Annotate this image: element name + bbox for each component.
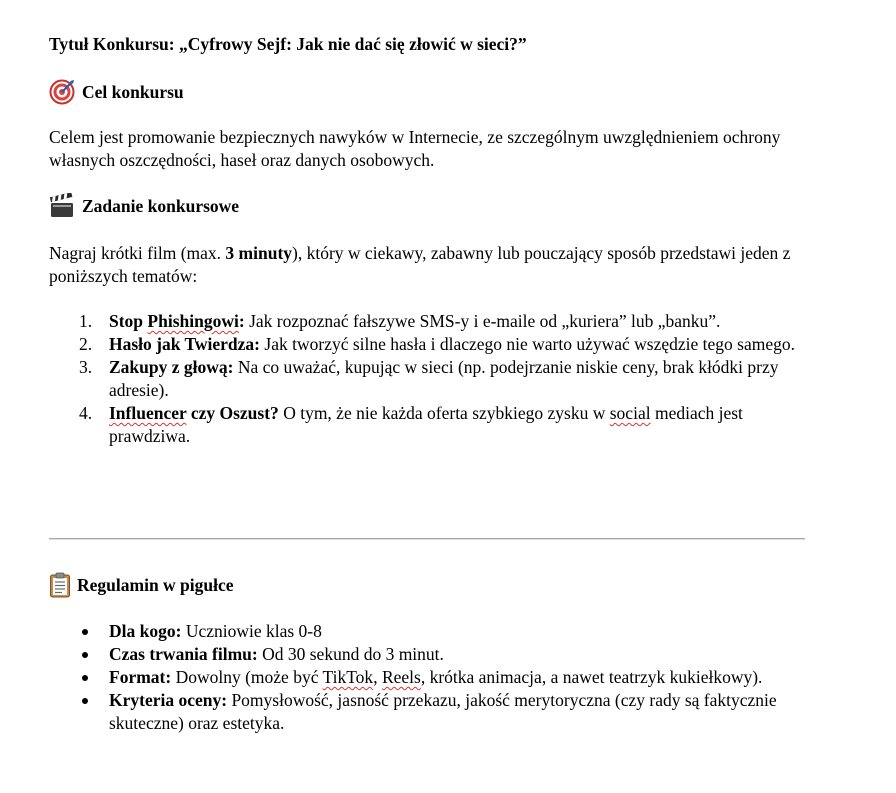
rule-label: Format: (109, 667, 172, 687)
rule-text: Pomysłowość, jasność przekazu, jakość merytoryczna (czy rady są faktycznie skuteczne) oraz estetyka. (109, 690, 777, 733)
list-item (49, 620, 809, 643)
bullet (82, 629, 88, 635)
spellcheck-word: Phishingowi (147, 311, 239, 331)
list-item (49, 356, 809, 402)
list-number: 1. (79, 311, 93, 331)
topic-label: Influencer czy Oszust? (109, 403, 279, 423)
rules-heading (49, 571, 809, 599)
target-icon (49, 79, 75, 105)
list-item (49, 689, 809, 735)
task-intro (49, 242, 809, 288)
list-number: 2. (79, 334, 93, 354)
task-heading-text: Zadanie konkursowe (82, 196, 240, 216)
rule-text: Od 30 sekund do 3 minut. (257, 644, 444, 664)
list-number: 3. (79, 357, 93, 377)
rule-label: Czas trwania filmu: (109, 644, 258, 664)
rule-label: Kryteria oceny: (109, 690, 228, 710)
topic-text: Jak rozpoznać fałszywe SMS-y i e-maile od „kuriera” lub „banku”. (244, 311, 721, 331)
topic-text: O tym, że nie każda oferta szybkiego zysku w social mediach jest prawdziwa. (109, 403, 743, 446)
document-body (49, 30, 809, 448)
task-intro-after: ), który w ciekawy, zabawny lub pouczający sposób przedstawi jeden z poniższych tematów: (49, 243, 791, 286)
topic-list (49, 310, 809, 448)
rules-heading-text: Regulamin w pigułce (77, 575, 234, 595)
bullet (82, 652, 88, 658)
spellcheck-word: Reels (381, 667, 421, 687)
rules-section (49, 571, 809, 735)
bullet (82, 675, 88, 681)
spellcheck-word: social (609, 403, 651, 423)
topic-label: Hasło jak Twierdza: (109, 334, 261, 354)
list-number: 4. (79, 403, 93, 423)
task-intro-before: Nagraj krótki film (max. (49, 243, 226, 263)
bullet (82, 698, 88, 704)
task-heading (49, 192, 809, 220)
rule-text: Uczniowie klas 0-8 (181, 621, 322, 641)
list-item (49, 643, 809, 666)
contest-title: Tytuł Konkursu: „Cyfrowy Sejf: Jak nie dać się złowić w sieci?” (49, 34, 527, 54)
spellcheck-word: Influencer (109, 403, 187, 423)
list-item (49, 666, 809, 689)
topic-text: Jak tworzyć silne hasła i dlaczego nie warto używać wszędzie tego samego. (260, 334, 796, 354)
list-item (49, 310, 809, 333)
spellcheck-word: TikTok (322, 667, 374, 687)
topic-label: Zakupy z głową: (109, 357, 234, 377)
goal-heading-text: Cel konkursu (82, 82, 184, 102)
list-item (49, 333, 809, 356)
rule-label: Dla kogo: (109, 621, 182, 641)
goal-text: Celem jest promowanie bezpiecznych nawyków w Internecie, ze szczególnym uwzględnieniem ochrony własnych oszczędności, haseł oraz danych osobowych. (49, 127, 781, 170)
clapperboard-icon (49, 193, 75, 219)
rules-list (49, 620, 809, 735)
section-divider (49, 538, 805, 540)
task-intro-bold: 3 minuty (225, 243, 293, 263)
clipboard-icon (49, 572, 71, 598)
topic-text: Na co uważać, kupując w sieci (np. podejrzanie niskie ceny, brak kłódki przy adresie). (109, 357, 779, 400)
list-item (49, 402, 809, 448)
goal-heading (49, 78, 809, 106)
rule-text: Dowolny (może być TikTok, Reels, krótka animacja, a nawet teatrzyk kukiełkowy). (171, 667, 763, 687)
topic-label: Stop Phishingowi: (109, 311, 245, 331)
